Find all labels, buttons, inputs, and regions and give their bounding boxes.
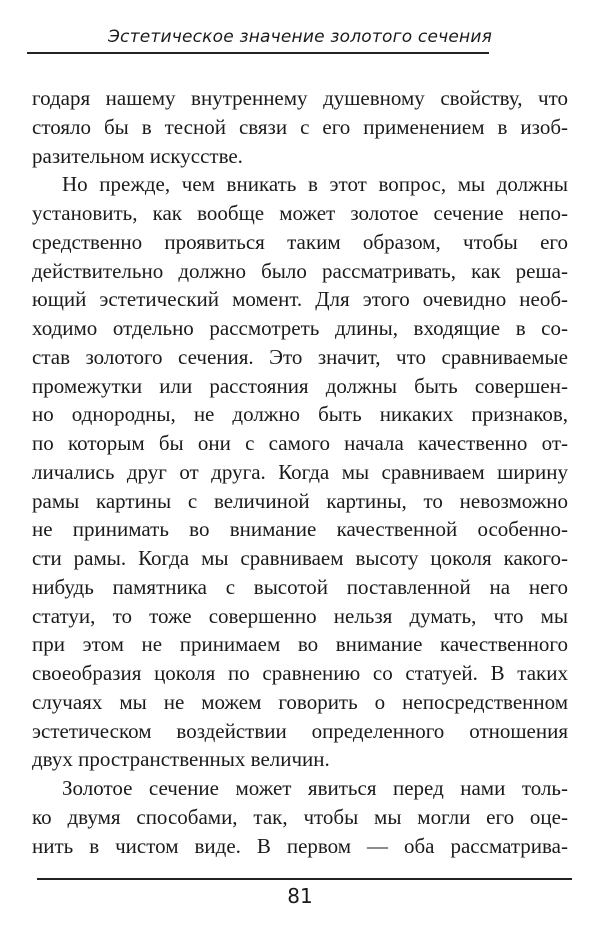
text-line: личались друг от друга. Когда мы сравниваем ширину bbox=[32, 459, 568, 484]
text-line: не принимать во внимание качественной особенно- bbox=[32, 517, 568, 542]
text-line: установить, как вообще может золотое сечение непо- bbox=[32, 201, 568, 225]
paragraph bbox=[32, 170, 568, 774]
text-line: Золотое сечение может явиться перед нами толь- bbox=[62, 776, 568, 800]
running-head: Эстетическое значение золотого сечения bbox=[107, 27, 493, 47]
text-line: случаях мы не можем говорить о непосредственном bbox=[32, 689, 568, 714]
text-line: нить в чистом виде. В первом — оба рассматрива- bbox=[32, 833, 568, 858]
text-line: став золотого сечения. Это значит, что сравниваемые bbox=[32, 344, 568, 369]
text-line: но однородны, не должно быть никаких признаков, bbox=[32, 402, 568, 427]
header-rule bbox=[27, 52, 489, 54]
body-text bbox=[32, 84, 568, 860]
page-number: 81 bbox=[287, 884, 313, 908]
paragraph bbox=[32, 774, 568, 860]
text-line: Но прежде, чем вникать в этот вопрос, мы должны bbox=[62, 172, 568, 197]
footer-rule bbox=[37, 878, 572, 880]
text-line: стояло бы в тесной связи с его применением в изоб- bbox=[32, 114, 568, 139]
text-line: ющий эстетический момент. Для этого очевидно необ- bbox=[32, 287, 568, 312]
text-line: ко двумя способами, так, чтобы мы могли его оце- bbox=[32, 804, 568, 829]
text-line: нибудь памятника с высотой поставленной на него bbox=[32, 574, 568, 599]
text-line: своеобразия цоколя по сравнению со статуей. В таких bbox=[32, 661, 568, 685]
text-line: действительно должно было рассматривать, как реша- bbox=[32, 258, 568, 283]
text-line: при этом не принимаем во внимание качественного bbox=[32, 632, 568, 657]
text-line: годаря нашему внутреннему душевному свойству, что bbox=[32, 86, 568, 110]
text-line: статуи, то тоже совершенно нельзя думать, что мы bbox=[32, 603, 568, 628]
text-line: эстетическом воздействии определенного отношения bbox=[32, 718, 568, 743]
text-line: разительном искусстве. bbox=[32, 143, 243, 168]
text-line: средственно проявиться таким образом, чтобы его bbox=[32, 229, 568, 254]
text-line: ходимо отдельно рассмотреть длины, входящие в со- bbox=[32, 316, 568, 340]
text-line: по которым бы они с самого начала качественно от- bbox=[32, 431, 568, 455]
text-line: сти рамы. Когда мы сравниваем высоту цоколя какого- bbox=[32, 546, 568, 570]
text-line: рамы картины с величиной картины, то невозможно bbox=[32, 488, 568, 513]
paragraph bbox=[32, 84, 568, 170]
text-line: двух пространственных величин. bbox=[32, 747, 330, 772]
text-line: промежутки или расстояния должны быть совершен- bbox=[32, 373, 568, 398]
